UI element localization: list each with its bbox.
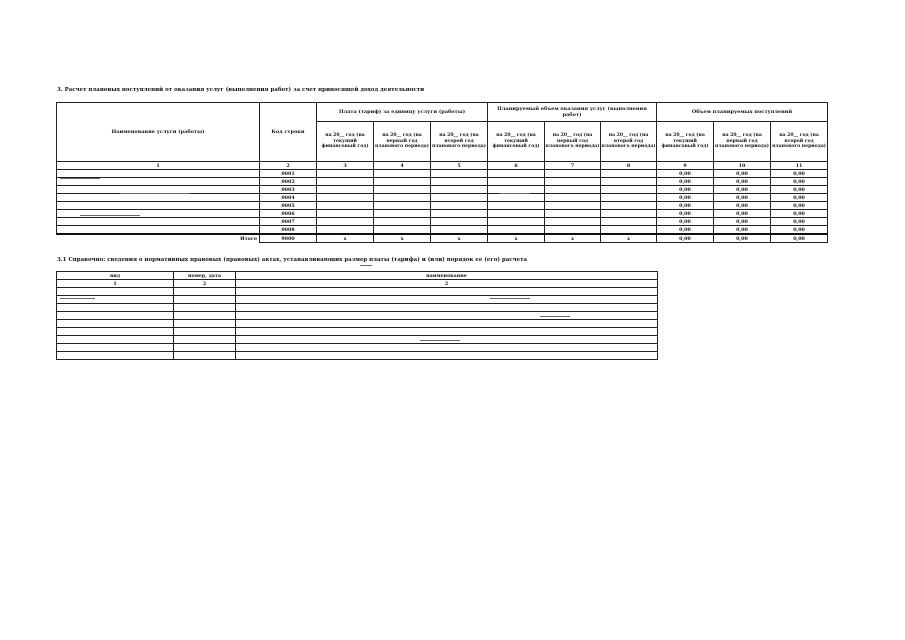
- tariff-first-cell[interactable]: [374, 170, 431, 178]
- number-date-cell[interactable]: [174, 336, 236, 344]
- receipts-first-year: на 20__ год (на первый год планового периода): [714, 122, 771, 162]
- table-row: [57, 344, 658, 352]
- type-cell[interactable]: [57, 296, 174, 304]
- tariff-current-cell[interactable]: [317, 170, 374, 178]
- tariff-first-cell[interactable]: [374, 218, 431, 226]
- group-tariff-header: Плата (тариф) за единицу услуги (работы): [317, 103, 488, 122]
- type-cell[interactable]: [57, 312, 174, 320]
- tariff-first-year: на 20__ год (на первый год планового периода): [374, 122, 431, 162]
- receipts-first-value: 0,00: [714, 170, 771, 178]
- receipts-current-value: 0,00: [657, 210, 714, 218]
- section-3-title: 3. Расчет плановых поступлений от оказания услуг (выполнения работ) за счет приносящей доход деятельности: [57, 87, 425, 93]
- name-cell[interactable]: [236, 328, 658, 336]
- scan-artifact-line: [490, 298, 530, 299]
- table-row: [57, 194, 828, 202]
- volume-second-cell[interactable]: [601, 170, 657, 178]
- tariff-second-year: на 20__ год (на второй год планового периода): [431, 122, 488, 162]
- tariff-first-cell[interactable]: [374, 210, 431, 218]
- tariff-current-cell[interactable]: [317, 202, 374, 210]
- total-x-mark: x: [601, 234, 657, 243]
- type-cell[interactable]: [57, 304, 174, 312]
- table-row: [57, 202, 828, 210]
- volume-current-year: на 20__ год (на текущий финансовый год): [488, 122, 545, 162]
- table-row: [57, 170, 828, 178]
- tariff-current-cell[interactable]: [317, 178, 374, 186]
- receipts-first-value: 0,00: [714, 202, 771, 210]
- receipts-first-value: 0,00: [714, 210, 771, 218]
- scan-artifact-line: [60, 298, 95, 299]
- scan-artifact-line: [360, 265, 372, 266]
- volume-first-cell[interactable]: [545, 218, 601, 226]
- column-number: 1: [57, 280, 174, 288]
- service-name-cell[interactable]: [57, 226, 260, 235]
- col-number-date-header: номер, дата: [174, 272, 236, 280]
- scan-artifact-line: [80, 215, 140, 216]
- column-number: 8: [601, 162, 657, 170]
- receipts-first-value: 0,00: [714, 218, 771, 226]
- service-name-cell[interactable]: [57, 210, 260, 218]
- column-number-row: [57, 162, 828, 170]
- line-code: 0002: [260, 178, 317, 186]
- service-name-cell[interactable]: [57, 202, 260, 210]
- receipts-second-value: 0,00: [771, 178, 828, 186]
- number-date-cell[interactable]: [174, 344, 236, 352]
- name-cell[interactable]: [236, 288, 658, 296]
- tariff-second-cell[interactable]: [431, 210, 488, 218]
- col-line-code-header: Код строки: [260, 103, 317, 162]
- type-cell[interactable]: [57, 320, 174, 328]
- type-cell[interactable]: [57, 352, 174, 360]
- volume-second-cell[interactable]: [601, 218, 657, 226]
- total-receipts-second: 0,00: [771, 234, 828, 243]
- receipts-current-value: 0,00: [657, 170, 714, 178]
- receipts-current-year: на 20__ год (на текущий финансовый год): [657, 122, 714, 162]
- header-row-groups: [57, 103, 828, 122]
- table-row: [57, 210, 828, 218]
- receipts-second-value: 0,00: [771, 202, 828, 210]
- column-number: 2: [236, 280, 658, 288]
- type-cell[interactable]: [57, 328, 174, 336]
- volume-current-cell[interactable]: [488, 218, 545, 226]
- name-cell[interactable]: [236, 352, 658, 360]
- table-row: [57, 226, 828, 235]
- volume-second-year: на 20__ год (на второй год планового периода): [601, 122, 657, 162]
- column-number: 10: [714, 162, 771, 170]
- number-date-cell[interactable]: [174, 288, 236, 296]
- table-row: [57, 288, 658, 296]
- total-x-mark: x: [488, 234, 545, 243]
- column-number-row: [57, 280, 658, 288]
- line-code: 0003: [260, 186, 317, 194]
- receipts-current-value: 0,00: [657, 186, 714, 194]
- col-service-name-header: Наименование услуги (работы): [57, 103, 260, 162]
- line-code: 0001: [260, 170, 317, 178]
- number-date-cell[interactable]: [174, 352, 236, 360]
- receipts-first-value: 0,00: [714, 226, 771, 235]
- type-cell[interactable]: [57, 336, 174, 344]
- table-row: [57, 304, 658, 312]
- volume-first-cell[interactable]: [545, 210, 601, 218]
- volume-first-year: на 20__ год (на первый год планового периода): [545, 122, 601, 162]
- tariff-second-cell[interactable]: [431, 226, 488, 235]
- total-label: Итого: [57, 234, 260, 243]
- name-cell[interactable]: [236, 304, 658, 312]
- volume-first-cell[interactable]: [545, 186, 601, 194]
- tariff-current-year: на 20__ год (на текущий финансовый год): [317, 122, 374, 162]
- number-date-cell[interactable]: [174, 320, 236, 328]
- scan-artifact-line: [540, 316, 570, 317]
- tariff-current-cell[interactable]: [317, 210, 374, 218]
- name-cell[interactable]: [236, 312, 658, 320]
- volume-second-cell[interactable]: [601, 186, 657, 194]
- number-date-cell[interactable]: [174, 304, 236, 312]
- type-cell[interactable]: [57, 288, 174, 296]
- tariff-first-cell[interactable]: [374, 194, 431, 202]
- volume-current-cell[interactable]: [488, 178, 545, 186]
- receipts-second-value: 0,00: [771, 194, 828, 202]
- total-line-code: 9000: [260, 234, 317, 243]
- scan-artifact-line: [500, 193, 530, 194]
- column-number: 2: [174, 280, 236, 288]
- tariff-first-cell[interactable]: [374, 226, 431, 235]
- receipts-first-value: 0,00: [714, 186, 771, 194]
- header-row: [57, 272, 658, 280]
- column-number: 5: [431, 162, 488, 170]
- col-name-header: наименование: [236, 272, 658, 280]
- tariff-current-cell[interactable]: [317, 186, 374, 194]
- line-code: 0004: [260, 194, 317, 202]
- total-x-mark: x: [317, 234, 374, 243]
- receipts-second-year: на 20__ год (на второй год планового периода): [771, 122, 828, 162]
- volume-current-cell[interactable]: [488, 202, 545, 210]
- volume-first-cell[interactable]: [545, 170, 601, 178]
- tariff-second-cell[interactable]: [431, 186, 488, 194]
- receipts-current-value: 0,00: [657, 226, 714, 235]
- tariff-second-cell[interactable]: [431, 170, 488, 178]
- receipts-second-value: 0,00: [771, 186, 828, 194]
- tariff-second-cell[interactable]: [431, 194, 488, 202]
- tariff-current-cell[interactable]: [317, 218, 374, 226]
- tariff-first-cell[interactable]: [374, 202, 431, 210]
- group-volume-header: Планируемый объем оказания услуг (выполнения работ): [488, 103, 657, 122]
- volume-second-cell[interactable]: [601, 178, 657, 186]
- column-number: 4: [374, 162, 431, 170]
- scan-artifact-line: [420, 340, 460, 341]
- total-receipts-current: 0,00: [657, 234, 714, 243]
- total-x-mark: x: [374, 234, 431, 243]
- type-cell[interactable]: [57, 344, 174, 352]
- number-date-cell[interactable]: [174, 312, 236, 320]
- table-row: [57, 178, 828, 186]
- receipts-current-value: 0,00: [657, 194, 714, 202]
- scan-artifact-line: [60, 178, 100, 179]
- volume-second-cell[interactable]: [601, 194, 657, 202]
- column-number: 11: [771, 162, 828, 170]
- line-code: 0006: [260, 210, 317, 218]
- table-row: [57, 328, 658, 336]
- table-row: [57, 296, 658, 304]
- total-x-mark: x: [431, 234, 488, 243]
- column-number: 1: [57, 162, 260, 170]
- tariff-second-cell[interactable]: [431, 218, 488, 226]
- total-row: [57, 234, 828, 243]
- receipts-second-value: 0,00: [771, 170, 828, 178]
- volume-first-cell[interactable]: [545, 178, 601, 186]
- name-cell[interactable]: [236, 320, 658, 328]
- service-name-cell[interactable]: [57, 218, 260, 226]
- receipts-first-value: 0,00: [714, 178, 771, 186]
- volume-current-cell[interactable]: [488, 226, 545, 235]
- name-cell[interactable]: [236, 344, 658, 352]
- volume-current-cell[interactable]: [488, 194, 545, 202]
- service-name-cell[interactable]: [57, 170, 260, 178]
- receipts-first-value: 0,00: [714, 194, 771, 202]
- receipts-second-value: 0,00: [771, 226, 828, 235]
- column-number: 2: [260, 162, 317, 170]
- receipts-current-value: 0,00: [657, 218, 714, 226]
- column-number: 3: [317, 162, 374, 170]
- receipts-current-value: 0,00: [657, 202, 714, 210]
- volume-current-cell[interactable]: [488, 210, 545, 218]
- col-type-header: вид: [57, 272, 174, 280]
- number-date-cell[interactable]: [174, 296, 236, 304]
- volume-second-cell[interactable]: [601, 202, 657, 210]
- receipts-second-value: 0,00: [771, 218, 828, 226]
- volume-first-cell[interactable]: [545, 202, 601, 210]
- tariff-first-cell[interactable]: [374, 178, 431, 186]
- planned-receipts-table: [56, 102, 828, 243]
- tariff-current-cell[interactable]: [317, 226, 374, 235]
- tariff-second-cell[interactable]: [431, 178, 488, 186]
- volume-second-cell[interactable]: [601, 226, 657, 235]
- group-receipts-header: Объем планируемых поступлений: [657, 103, 828, 122]
- table-row: [57, 336, 658, 344]
- name-cell[interactable]: [236, 296, 658, 304]
- tariff-current-cell[interactable]: [317, 194, 374, 202]
- line-code: 0007: [260, 218, 317, 226]
- volume-first-cell[interactable]: [545, 226, 601, 235]
- column-number: 9: [657, 162, 714, 170]
- tariff-second-cell[interactable]: [431, 202, 488, 210]
- table-row: [57, 218, 828, 226]
- line-code: 0005: [260, 202, 317, 210]
- number-date-cell[interactable]: [174, 328, 236, 336]
- total-x-mark: x: [545, 234, 601, 243]
- service-name-cell[interactable]: [57, 194, 260, 202]
- column-number: 7: [545, 162, 601, 170]
- table-row: [57, 352, 658, 360]
- tariff-first-cell[interactable]: [374, 186, 431, 194]
- line-code: 0008: [260, 226, 317, 235]
- volume-second-cell[interactable]: [601, 210, 657, 218]
- volume-current-cell[interactable]: [488, 170, 545, 178]
- volume-first-cell[interactable]: [545, 194, 601, 202]
- receipts-current-value: 0,00: [657, 178, 714, 186]
- receipts-second-value: 0,00: [771, 210, 828, 218]
- table-row: [57, 320, 658, 328]
- total-receipts-first: 0,00: [714, 234, 771, 243]
- scan-artifact-line: [120, 193, 190, 194]
- section-3-1-title: 3.1 Справочно: сведения о нормативных правовых (правовых) актах, устанавливающих размер платы (тарифа) и (или) порядок ее (его) расчета: [57, 257, 528, 263]
- column-number: 6: [488, 162, 545, 170]
